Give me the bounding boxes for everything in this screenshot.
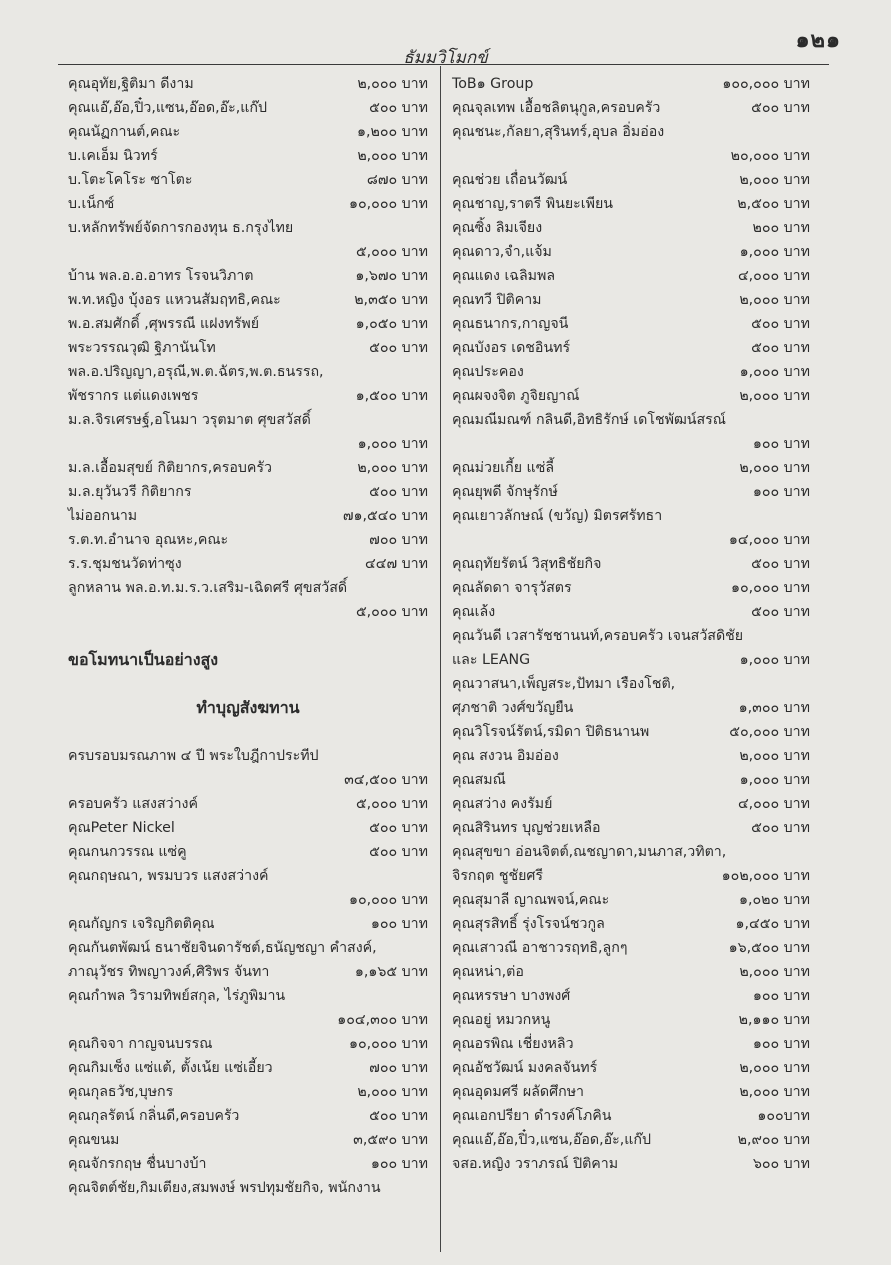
donation-amount: ๑๐,๐๐๐ บาท <box>731 580 810 596</box>
donor-name: พระวรรณวุฒิ ฐิภานันโท <box>68 340 216 356</box>
donor-name: ศุภชาติ วงศ์ขวัญยืน <box>452 700 574 716</box>
donor-name: บ.เคเอ็ม นิวทร์ <box>68 148 158 164</box>
donor-row <box>68 1176 428 1200</box>
donor-row <box>68 552 428 576</box>
donor-row <box>68 120 428 144</box>
donation-amount: ๑๐๐ บาท <box>752 1036 810 1052</box>
donor-row <box>68 168 428 192</box>
donation-amount: ๑๐๐ บาท <box>752 484 810 500</box>
donor-row <box>452 96 810 120</box>
donor-row <box>452 864 810 888</box>
donation-amount: ๕๐๐ บาท <box>369 1108 428 1124</box>
donor-row <box>452 720 810 744</box>
donor-name: คุณสว่าง คงรัมย์ <box>452 796 553 812</box>
donor-name: คุณสิรินทร บุญช่วยเหลือ <box>452 820 601 836</box>
donor-row <box>452 936 810 960</box>
donation-amount: ๕๐๐ บาท <box>369 820 428 836</box>
donor-row <box>452 912 810 936</box>
donor-row <box>452 264 810 288</box>
donor-row <box>452 288 810 312</box>
donor-row <box>68 840 428 864</box>
donation-amount: ๕,๐๐๐ บาท <box>355 796 428 812</box>
donor-row <box>452 624 810 648</box>
donor-row <box>452 696 810 720</box>
donor-row <box>452 552 810 576</box>
spacer <box>68 720 428 744</box>
donor-list-right <box>452 72 810 1176</box>
donation-amount: ๒,๐๐๐ บาท <box>739 172 810 188</box>
donor-row <box>452 792 810 816</box>
donor-row <box>452 648 810 672</box>
donation-amount: ๒,๓๕๐ บาท <box>354 292 428 308</box>
donation-amount: ๑๐๐บาท <box>757 1108 810 1124</box>
donor-name: คุณวิโรจน์รัตน์,รมิดา ปิติธนานพ <box>452 724 650 740</box>
donation-amount: ๕๐๐ บาท <box>751 316 810 332</box>
donor-row <box>68 912 428 936</box>
donor-name: คุณกุลรัตน์ กลิ่นดี,ครอบครัว <box>68 1108 240 1124</box>
donor-row <box>452 240 810 264</box>
donor-name: ครบรอบมรณภาพ ๔ ปี พระใบฎีกาประทีป <box>68 748 319 764</box>
donor-name: คุณเสาวณี อาชาวรฤทธิ,ลูกๆ <box>452 940 628 956</box>
donation-amount: ๒๐,๐๐๐ บาท <box>730 148 810 164</box>
donor-row <box>68 1056 428 1080</box>
donor-row <box>68 1080 428 1104</box>
donation-amount: ๒,๐๐๐ บาท <box>357 76 428 92</box>
donor-name: พ.อ.สมศักดิ์ ,ศุพรรณี แฝงทรัพย์ <box>68 316 260 332</box>
donation-amount: ๕๐๐ บาท <box>751 820 810 836</box>
donation-amount: ๕๐,๐๐๐ บาท <box>729 724 810 740</box>
donor-row <box>68 864 428 888</box>
donor-name: คุณช่วย เถื่อนวัฒน์ <box>452 172 568 188</box>
donation-amount: ๕,๐๐๐ บาท <box>355 604 428 620</box>
donor-row <box>68 240 428 264</box>
donor-row <box>452 408 810 432</box>
donor-name: คุณอุดมศรี ผลัดศึกษา <box>452 1084 585 1100</box>
donor-name: คุณดาว,จำ,แจ้ม <box>452 244 552 260</box>
donor-name: คุณผจงจิต ภูจิยญาณ์ <box>452 388 580 404</box>
donor-row <box>68 408 428 432</box>
donor-row <box>452 432 810 456</box>
donor-name: บ.หลักทรัพย์จัดการกองทุน ธ.กรุงไทย <box>68 220 294 236</box>
donor-row <box>452 360 810 384</box>
donor-name: คุณวาสนา,เพ็ญสระ,ปัทมา เรืองโชติ, <box>452 676 676 692</box>
donor-name: คุณกิมเซ็ง แซ่แต้, ตั้งเน้ย แซ่เอี้ยว <box>68 1060 273 1076</box>
donation-amount: ๑๐๐ บาท <box>752 988 810 1004</box>
header-title: ธัมมวิโมกข์ <box>403 48 488 68</box>
right-column <box>452 72 810 1176</box>
donation-amount: ๘๗๐ บาท <box>366 172 428 188</box>
donation-amount: ๑,๐๐๐ บาท <box>357 436 428 452</box>
donor-row <box>452 168 810 192</box>
donation-amount: ๑,๑๖๕ บาท <box>354 964 428 980</box>
donation-amount: ๒,๐๐๐ บาท <box>739 292 810 308</box>
donation-amount: ๒,๐๐๐ บาท <box>739 388 810 404</box>
donor-name: คุณฤทัยรัตน์ วิสุทธิชัยกิจ <box>452 556 602 572</box>
donation-amount: ๑,๐๐๐ บาท <box>739 652 810 668</box>
donor-name: บ.โตะโคโระ ซาโตะ <box>68 172 193 188</box>
page-number: ๑๒๑ <box>795 28 841 53</box>
donor-row <box>452 456 810 480</box>
donor-name: และ LEANG <box>452 652 531 668</box>
donor-row <box>68 504 428 528</box>
donation-amount: ๑,๓๐๐ บาท <box>738 700 810 716</box>
donor-row <box>452 744 810 768</box>
donation-amount: ๑,๔๕๐ บาท <box>735 916 810 932</box>
donor-name: คุณอรพิณ เชี่ยงหลิว <box>452 1036 574 1052</box>
donation-amount: ๑,๒๐๐ บาท <box>356 124 428 140</box>
donor-row <box>68 888 428 912</box>
donation-amount: ๑,๐๒๐ บาท <box>738 892 810 908</box>
donor-name: พล.อ.ปริญญา,อรุณี,พ.ต.ฉัตร,พ.ต.ธนรรถ, <box>68 364 324 380</box>
donor-name: คุณจุลเทพ เอื้อชลิตนุกูล,ครอบครัว <box>452 100 661 116</box>
donor-name: คุณทวี ปิติคาม <box>452 292 542 308</box>
donor-row <box>452 888 810 912</box>
donation-amount: ๕๐๐ บาท <box>751 100 810 116</box>
donor-row <box>68 312 428 336</box>
donor-name: คุณกิจจา กาญจนบรรณ <box>68 1036 213 1052</box>
donation-amount: ๑,๐๕๐ บาท <box>355 316 428 332</box>
donor-row <box>68 144 428 168</box>
donor-name: ร.ต.ท.อำนาจ อุณหะ,คณะ <box>68 532 229 548</box>
donation-amount: ๑๔,๐๐๐ บาท <box>728 532 810 548</box>
donor-row <box>68 960 428 984</box>
donor-row <box>452 1032 810 1056</box>
donation-amount: ๕๐๐ บาท <box>369 100 428 116</box>
donation-amount: ๕๐๐ บาท <box>751 556 810 572</box>
donation-amount: ๑,๐๐๐ บาท <box>739 772 810 788</box>
donor-row <box>68 384 428 408</box>
donation-amount: ๖๐๐ บาท <box>752 1156 810 1172</box>
donor-name: คุณขนม <box>68 1132 120 1148</box>
heading-thanks: ขอโมทนาเป็นอย่างสูง <box>68 650 219 669</box>
donation-amount: ๑๐๐,๐๐๐ บาท <box>722 76 810 92</box>
donor-name: ToB๑ Group <box>452 76 534 92</box>
donor-row <box>452 192 810 216</box>
donor-row <box>68 1032 428 1056</box>
donation-amount: ๑๐๐ บาท <box>752 436 810 452</box>
donor-row <box>452 816 810 840</box>
donor-row <box>68 192 428 216</box>
donor-row <box>68 288 428 312</box>
donor-row <box>68 480 428 504</box>
donor-name: คุณสมณี <box>452 772 506 788</box>
donor-name: บ.เน็กซ์ <box>68 196 115 212</box>
donation-amount: ๔,๐๐๐ บาท <box>737 796 810 812</box>
donor-row <box>452 144 810 168</box>
donation-amount: ๑๐,๐๐๐ บาท <box>349 1036 428 1052</box>
donor-row <box>452 216 810 240</box>
donation-amount: ๒,๑๑๐ บาท <box>738 1012 810 1028</box>
donation-amount: ๑,๐๐๐ บาท <box>739 364 810 380</box>
donor-name: ม.ล.จิรเศรษฐ์,อโนมา วรุตมาต ศุขสวัสดิ์ <box>68 412 311 428</box>
donation-amount: ๗๐๐ บาท <box>369 532 428 548</box>
donation-amount: ๒,๐๐๐ บาท <box>357 460 428 476</box>
donor-name: ร.ร.ชุมชนวัดท่าซุง <box>68 556 182 572</box>
donation-amount: ๑๐๔,๓๐๐ บาท <box>337 1012 428 1028</box>
donor-name: คุณหน่า,ต่อ <box>452 964 524 980</box>
donor-name: คุณเยาวลักษณ์ (ขวัญ) มิตรศรัทธา <box>452 508 663 524</box>
donation-amount: ๒,๐๐๐ บาท <box>739 1084 810 1100</box>
donor-row <box>68 432 428 456</box>
donation-amount: ๑๐,๐๐๐ บาท <box>349 196 428 212</box>
donation-amount: ๒,๐๐๐ บาท <box>357 148 428 164</box>
donor-name: คุณอยู่ หมวกหนู <box>452 1012 551 1028</box>
donor-row <box>452 528 810 552</box>
heading-merit: ทำบุญสังฆทาน <box>196 698 300 717</box>
donor-name: คุณวันดี เวสารัชชานนท์,ครอบครัว เจนสวัสดิชัย <box>452 628 744 644</box>
donor-name: คุณเอกปรียา ดำรงค์โภคิน <box>452 1108 612 1124</box>
donor-row <box>452 504 810 528</box>
donor-name: คุณสุรสิทธิ์ รุ่งโรจน์ชวกูล <box>452 916 605 932</box>
donor-row <box>452 984 810 1008</box>
donor-row <box>452 672 810 696</box>
donor-name: ม.ล.เอื้อมสุขย์ กิติยากร,ครอบครัว <box>68 460 273 476</box>
donor-row <box>68 576 428 600</box>
donor-name: คุณแดง เฉลิมพล <box>452 268 556 284</box>
spacer <box>68 624 428 648</box>
donor-name: คุณธนากร,กาญจนี <box>452 316 569 332</box>
donation-amount: ๒,๐๐๐ บาท <box>739 964 810 980</box>
donor-row <box>68 816 428 840</box>
donor-name: คุณสุมาลี ญาณพจน์,คณะ <box>452 892 610 908</box>
donor-row <box>452 600 810 624</box>
donation-amount: ๔,๐๐๐ บาท <box>737 268 810 284</box>
donor-name: ลูกหลาน พล.อ.ท.ม.ร.ว.เสริม-เฉิดศรี ศุขสวัสดิ์ <box>68 580 348 596</box>
donation-amount: ๑๖,๕๐๐ บาท <box>728 940 810 956</box>
donation-amount: ๒๐๐ บาท <box>752 220 810 236</box>
donor-name: คุณชนะ,กัลยา,สุรินทร์,อุบล อิ่มอ่อง <box>452 124 665 140</box>
donor-row <box>68 744 428 768</box>
donor-name: คุณม่วยเกี้ย แซ่ลี้ <box>452 460 555 476</box>
donor-list-2 <box>68 744 428 1200</box>
donor-row <box>452 1104 810 1128</box>
donation-amount: ๑,๕๐๐ บาท <box>355 388 428 404</box>
donor-row <box>68 600 428 624</box>
donor-row <box>68 456 428 480</box>
donor-name: คุณกันตพัฒน์ ธนาชัยจินดารัชต์,ธนัญชญา คำสงค์, <box>68 940 377 956</box>
donation-amount: ๒,๐๐๐ บาท <box>739 460 810 476</box>
donor-row <box>452 336 810 360</box>
donor-row <box>452 384 810 408</box>
donation-amount: ๑,๖๗๐ บาท <box>355 268 428 284</box>
donor-name: คุณลัดดา จารุวัสตร <box>452 580 572 596</box>
donor-name: คุณกัญกร เจริญกิตติคุณ <box>68 916 215 932</box>
donor-row <box>68 96 428 120</box>
donor-name: คุณมณีมณฑ์ กลินดี,อิทธิรักษ์ เดโชพัฒน์สรณ์ <box>452 412 726 428</box>
donor-row <box>68 1104 428 1128</box>
donor-name: คุณซิ้ง ลิมเจียง <box>452 220 543 236</box>
donor-row <box>68 1008 428 1032</box>
header-rule <box>58 64 829 65</box>
donor-name: คุณยุพดี จักษุรักษ์ <box>452 484 558 500</box>
donation-amount: ๒,๐๐๐ บาท <box>739 748 810 764</box>
donor-row <box>452 1080 810 1104</box>
donor-name: พ.ท.หญิง บุ้งอร แหวนสัมฤทธิ,คณะ <box>68 292 281 308</box>
donor-name: คุณกนกวรรณ แซ่คู <box>68 844 187 860</box>
donor-name: คุณ สงวน อิมอ่อง <box>452 748 559 764</box>
donor-name: คุณกุลธวัช,บุษกร <box>68 1084 174 1100</box>
donation-amount: ๑,๐๐๐ บาท <box>739 244 810 260</box>
donor-row <box>452 960 810 984</box>
donor-name: ม.ล.ยุวันวรี กิติยากร <box>68 484 192 500</box>
donor-row <box>452 1056 810 1080</box>
spacer <box>68 672 428 696</box>
donor-list-1 <box>68 72 428 624</box>
donor-row <box>452 72 810 96</box>
donor-name: ไม่ออกนาม <box>68 508 138 524</box>
donor-name: คุณนัฏกานต์,คณะ <box>68 124 181 140</box>
donor-row <box>68 336 428 360</box>
donor-name: คุณกฤษณา, พรมบวร แสงสว่างค์ <box>68 868 269 884</box>
donor-row <box>68 1128 428 1152</box>
donor-row <box>68 768 428 792</box>
donor-name: คุณแอ๊,อ๊อ,ปิ๋ว,แซน,อ๊อด,อ๊ะ,แก๊ป <box>452 1132 651 1148</box>
donor-name: คุณประคอง <box>452 364 524 380</box>
donor-name: คุณชาญ,ราตรี พินยะเพียน <box>452 196 613 212</box>
donation-amount: ๑๐๐ บาท <box>370 916 428 932</box>
donation-amount: ๑๐,๐๐๐ บาท <box>349 892 428 908</box>
donor-name: ครอบครัว แสงสว่างค์ <box>68 796 198 812</box>
donation-amount: ๔๔๗ บาท <box>365 556 428 572</box>
donor-name: คุณแอ๊,อ๊อ,ปิ๋ว,แซน,อ๊อด,อ๊ะ,แก๊ป <box>68 100 267 116</box>
donor-name: คุณสุขขา อ่อนจิตต์,ณชญาดา,มนภาส,วทิตา, <box>452 844 727 860</box>
donation-amount: ๒,๙๐๐ บาท <box>737 1132 810 1148</box>
donor-name: คุณกำพล วิรามทิพย์สกุล, ไร่ภูพิมาน <box>68 988 286 1004</box>
left-column <box>68 72 428 1200</box>
donation-amount: ๓๔,๕๐๐ บาท <box>344 772 428 788</box>
donor-name: คุณอัชวัฒน์ มงคลจันทร์ <box>452 1060 598 1076</box>
donor-row <box>452 840 810 864</box>
donor-row <box>68 72 428 96</box>
donor-row <box>68 528 428 552</box>
donation-amount: ๕๐๐ บาท <box>369 340 428 356</box>
donor-row <box>68 984 428 1008</box>
donor-name: คุณเล้ง <box>452 604 496 620</box>
donation-amount: ๓,๕๙๐ บาท <box>353 1132 428 1148</box>
donation-amount: ๗๐๐ บาท <box>369 1060 428 1076</box>
donation-amount: ๕๐๐ บาท <box>751 340 810 356</box>
donor-row <box>68 1152 428 1176</box>
donation-amount: ๑๐๐ บาท <box>370 1156 428 1172</box>
donation-amount: ๕,๐๐๐ บาท <box>355 244 428 260</box>
donor-name: คุณจักรกฤษ ชื่นบางบ้า <box>68 1156 207 1172</box>
donor-name: คุณอุทัย,ฐิติมา ดีงาม <box>68 76 194 92</box>
donor-row <box>68 216 428 240</box>
donation-amount: ๕๐๐ บาท <box>751 604 810 620</box>
donor-row <box>452 576 810 600</box>
donor-name: ภาณุวัชร ทิพญาวงค์,ศิริพร จันทา <box>68 964 270 980</box>
donation-amount: ๕๐๐ บาท <box>369 844 428 860</box>
donor-row <box>452 1128 810 1152</box>
donor-row <box>68 936 428 960</box>
donor-row <box>452 1152 810 1176</box>
donor-row <box>68 264 428 288</box>
donor-row <box>452 768 810 792</box>
donor-name: จิรกฤต ชูชัยศรี <box>452 868 544 884</box>
donor-name: คุณจิตต์ชัย,กิมเตียง,สมพงษ์ พรปทุมชัยกิจ, พนักงาน <box>68 1180 381 1196</box>
donor-name: คุณบังอร เดชอินทร์ <box>452 340 571 356</box>
donor-name: จสอ.หญิง วราภรณ์ ปิติคาม <box>452 1156 619 1172</box>
donor-name: พัชรากร แต่แดงเพชร <box>68 388 199 404</box>
donor-row <box>452 1008 810 1032</box>
donor-name: คุณหรรษา บางพงศ์ <box>452 988 571 1004</box>
donor-name: บ้าน พล.อ.อ.อาทร โรจนวิภาต <box>68 268 254 284</box>
donor-row <box>68 792 428 816</box>
donor-row <box>452 312 810 336</box>
donation-amount: ๒,๕๐๐ บาท <box>737 196 810 212</box>
donation-amount: ๑๐๒,๐๐๐ บาท <box>721 868 810 884</box>
donor-row <box>452 120 810 144</box>
donation-amount: ๗๑,๕๔๐ บาท <box>342 508 428 524</box>
donation-amount: ๕๐๐ บาท <box>369 484 428 500</box>
donor-name: คุณPeter Nickel <box>68 820 175 836</box>
donor-row <box>68 360 428 384</box>
donation-amount: ๒,๐๐๐ บาท <box>739 1060 810 1076</box>
donation-amount: ๒,๐๐๐ บาท <box>357 1084 428 1100</box>
donor-row <box>452 480 810 504</box>
